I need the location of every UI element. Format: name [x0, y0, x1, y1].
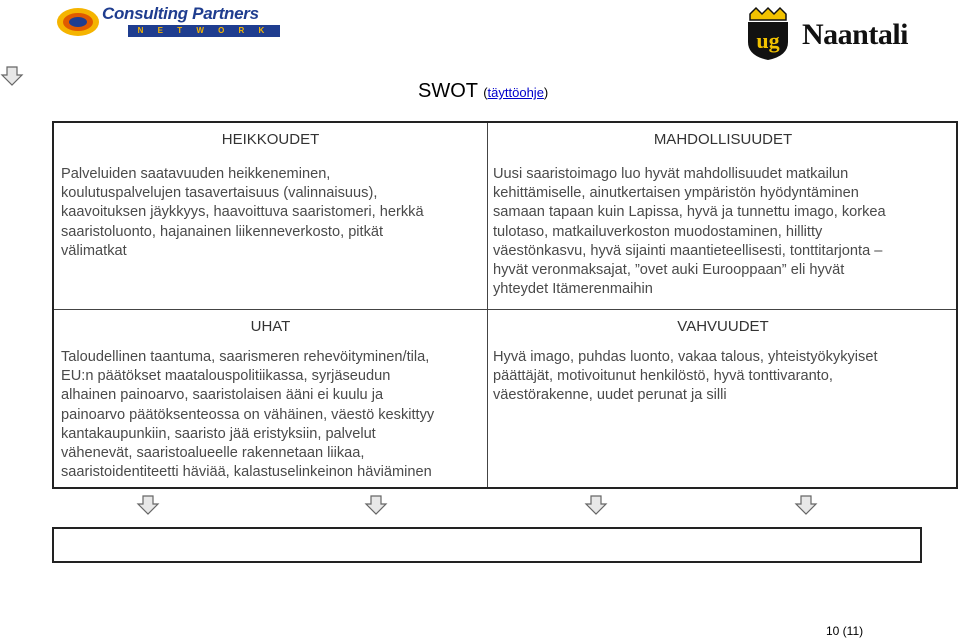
opportunities-line: hyvät veronmaksajat, ”ovet auki Eurooppaan” eli hyvät [493, 262, 845, 279]
strengths-text [493, 348, 878, 406]
down-arrow-icon [794, 495, 818, 515]
consulting-partners-logo [56, 2, 286, 44]
threats-text [61, 348, 434, 482]
down-arrow-icon [584, 495, 608, 515]
opportunities-line: samaan tapaan kuin Lapissa, hyvä ja tunnettu imago, korkea [493, 204, 886, 221]
svg-text:ug: ug [756, 28, 780, 53]
strengths-heading: VAHVUUDET [677, 318, 769, 335]
threats-line: alhainen painoarvo, saaristolaisen ääni ei kuulu ja [61, 387, 384, 404]
summary-box[interactable] [52, 527, 922, 563]
opportunities-line: Uusi saaristoimago luo hyvät mahdollisuudet matkailun [493, 166, 849, 182]
threats-line: vähenevät, saaristoalueelle rakennetaan liikaa, [61, 445, 365, 462]
opportunities-text [493, 165, 886, 299]
threats-line: kantakaupunkiin, saaristo jää eristyksiin, palvelut [61, 425, 376, 442]
consulting-partners-tagline: N E T W O R K [128, 25, 280, 37]
opportunities-line: väestönkasvu, hyvä sijainti maantieteellisesti, tonttitarjonta – [493, 242, 883, 259]
strengths-line: Hyvä imago, puhdas luonto, vakaa talous, yhteistyökykyiset [493, 349, 878, 365]
consulting-partners-emblem-icon [56, 2, 102, 42]
weaknesses-line: Palveluiden saatavuuden heikkeneminen, [61, 166, 331, 182]
page-number: 10 (11) [826, 624, 864, 638]
opportunities-line: yhteydet Itämerenmaihin [493, 281, 653, 298]
naantali-crest-icon [744, 6, 792, 60]
weaknesses-line: saaristoluonto, hajanainen liikenneverkosto, pitkät [61, 223, 384, 240]
strengths-line: väestörakenne, uudet perunat ja silli [493, 387, 727, 404]
down-arrow-icon [364, 495, 388, 515]
weaknesses-heading: HEIKKOUDET [221, 131, 320, 148]
swot-table [52, 121, 958, 489]
down-arrow-icon [136, 495, 160, 515]
threats-heading: UHAT [250, 318, 291, 335]
opportunities-line: tulotaso, matkailuverkoston muodostaminen, hillitty [493, 223, 823, 240]
weaknesses-line: välimatkat [61, 242, 127, 259]
strengths-line: päättäjät, motivoitunut henkilöstö, hyvä tonttivaranto, [493, 368, 833, 385]
down-arrow-icon [0, 66, 24, 86]
grid-vertical-divider [487, 123, 488, 487]
threats-line: Taloudellinen taantuma, saarismeren rehevöityminen/tila, [61, 349, 430, 365]
weaknesses-line: kaavoituksen jäykkyys, haavoittuva saaristomeri, herkkä [61, 204, 424, 221]
consulting-partners-name: Consulting Partners [102, 4, 259, 23]
page-title [418, 80, 548, 103]
threats-line: EU:n päätökset maatalouspolitiikassa, syrjäseudun [61, 368, 391, 385]
opportunities-heading: MAHDOLLISUUDET [653, 131, 793, 148]
help-paren-close: ) [543, 85, 549, 100]
weaknesses-text [61, 165, 424, 261]
grid-horizontal-divider [54, 309, 956, 310]
help-paren-open: ( [483, 85, 488, 100]
opportunities-line: kehittämiselle, ainutkertaisen ympäristön hyödyntäminen [493, 185, 859, 202]
title-text: SWOT [418, 80, 478, 102]
naantali-name: Naantali [802, 18, 909, 51]
naantali-logo [744, 6, 924, 62]
threats-line: painoarvo päätöksenteossa on vähäinen, väestö keskittyy [61, 406, 435, 423]
help-link[interactable]: täyttöohje [487, 85, 544, 100]
threats-line: saaristoidentiteetti häviää, kalastuselinkeinon häviäminen [61, 464, 432, 481]
weaknesses-line: koulutuspalvelujen tasavertaisuus (valinnaisuus), [61, 185, 378, 202]
